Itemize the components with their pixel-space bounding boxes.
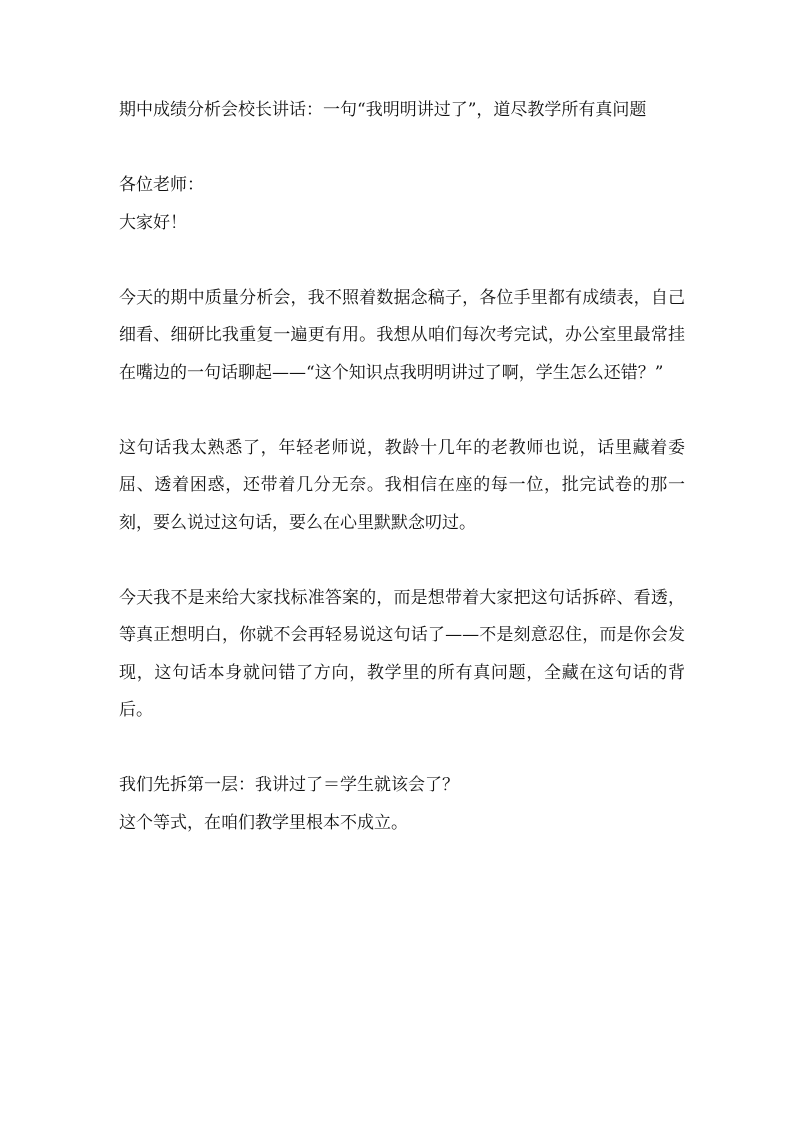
- body-paragraph: 今天我不是来给大家找标准答案的，而是想带着大家把这句话拆碎、看透，等真正想明白，你就不会再轻易说这句话了——不是刻意忍住，而是你会发现，这句话本身就问错了方向，教学里的所有真问题，全藏在这句话的背后。: [119, 587, 685, 720]
- body-paragraph: 这句话我太熟悉了，年轻老师说，教龄十几年的老教师也说，话里藏着委屈、透着困惑，还带着几分无奈。我相信在座的每一位，批完试卷的那一刻，要么说过这句话，要么在心里默默念叨过。: [119, 437, 685, 533]
- section-heading: 我们先拆第一层：我讲过了＝学生就该会了？: [119, 775, 459, 795]
- blank-line: [119, 130, 685, 168]
- blank-line: [119, 730, 685, 768]
- blank-line: [119, 242, 685, 280]
- greeting-line: 大家好！: [119, 212, 187, 233]
- document-title: 期中成绩分析会校长讲话：一句“我明明讲过了”，道尽教学所有真问题: [119, 100, 647, 120]
- section-line: 这个等式，在咱们教学里根本不成立。: [119, 812, 408, 833]
- body-paragraph: 今天的期中质量分析会，我不照着数据念稿子，各位手里都有成绩表，自己细看、细研比我重复一遍更有用。我想从咱们每次考完试，办公室里最常挂在嘴边的一句话聊起——“这个知识点我明明讲过了啊，学生怎么还错？”: [119, 287, 685, 383]
- blank-line: [119, 392, 685, 430]
- salutation: 各位老师：: [119, 175, 204, 195]
- document-page: [119, 92, 685, 842]
- blank-line: [119, 542, 685, 580]
